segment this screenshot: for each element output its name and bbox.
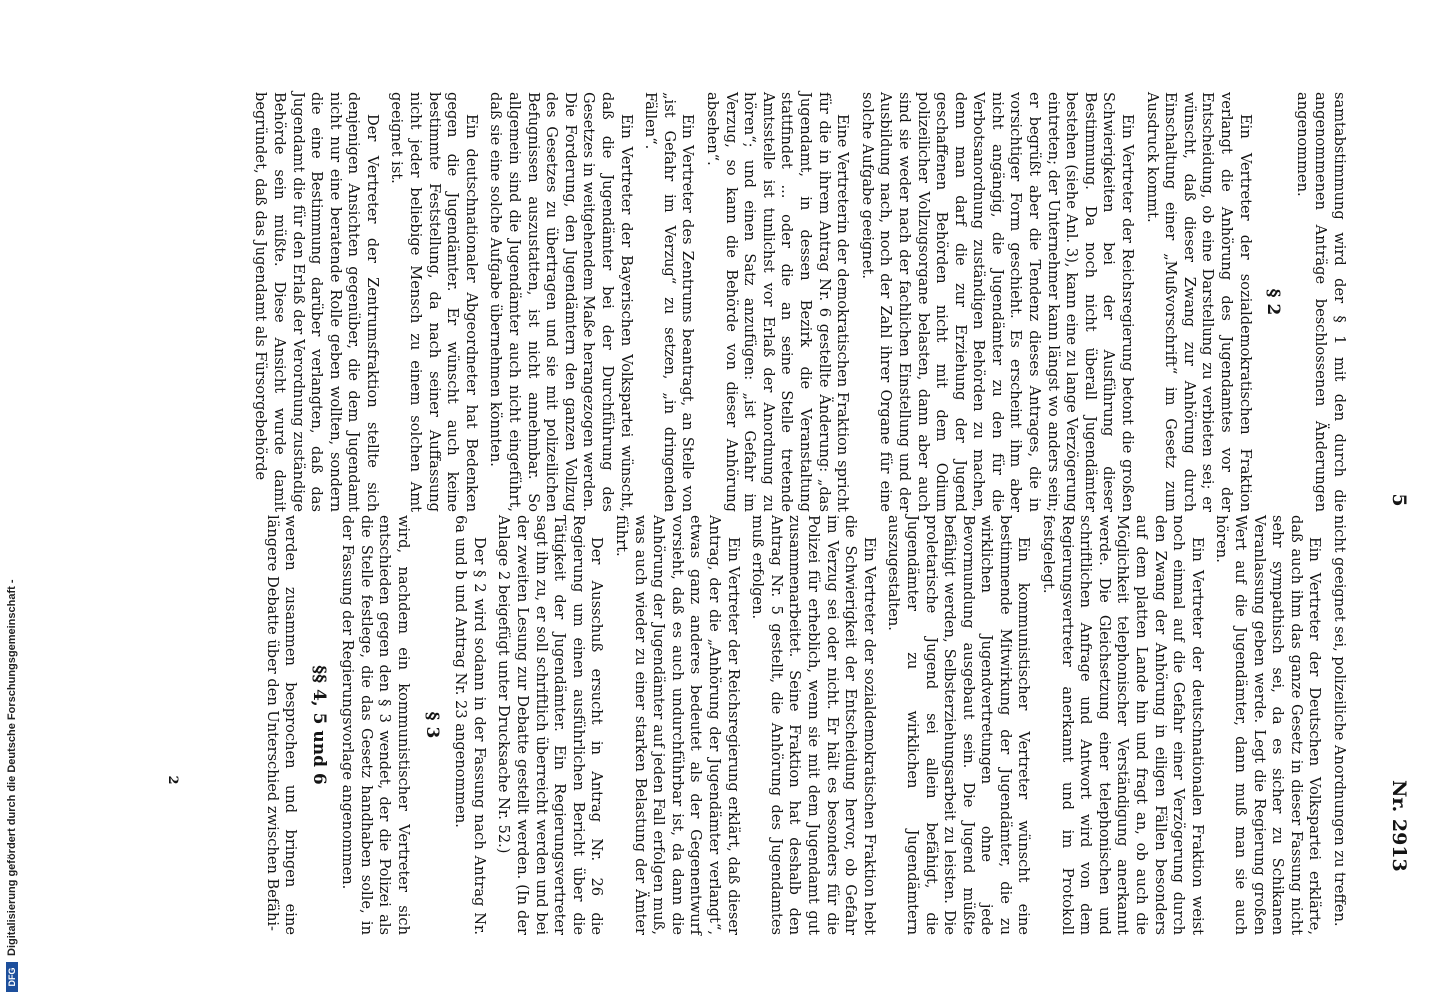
left-column [245, 92, 1348, 512]
credit-logo: DFG [6, 962, 18, 992]
paragraph: Der § 2 wird sodann in der Fassung nach Antrag Nr. 6a und b und Antrag Nr. 23 angenommen. [452, 515, 488, 935]
document-number: Nr. 2913 [1388, 780, 1410, 872]
right-column [256, 515, 1348, 935]
paragraph: Ein deutschnationaler Abgeordneter hat Bedenken gegen die Jugendämter. Er wünscht auch keine bestimmte Feststellung, da nach seiner Auffassung nicht jeder beliebige Mensch zu einem solchen Amt geeignet ist. [388, 92, 480, 512]
paragraph: nicht geeignet sei, polizeiliche Anordnungen zu treffen. [1331, 515, 1348, 927]
paragraph: Der Ausschuß ersucht in Antrag Nr. 26 die Regierung um einen ausführlichen Bericht über die Tätigkeit der Jugendämter. Ein Regierungsvertreter sagt ihn zu, er soll schriftlich überreicht werden und bei der zweiten Lesung zur Debatte gestellt werden. (In der Anlage 2 beigefügt unter Drucksache Nr. 52.) [495, 515, 606, 935]
section-heading: §§ 4, 5 und 6 [308, 665, 329, 785]
paragraph: Ein Vertreter der Deutschen Volkspartei erklärte, daß auch ihm das ganze Gesetz in dieser Fassung nicht sehr sympathisch sei, da es sicher zu Schikanen Veranlassung geben werde. Legt die Regierung großen Wert auf die Jugendämter, dann muß man sie auch hören. [1213, 515, 1324, 935]
paragraph: Der Vertreter der Zentrumsfraktion stellte sich denjenigen Ansichten gegenüber, die dem Jugendamt nicht nur eine beratende Rolle geben wollten, sondern die eine Bestimmung darüber verlangten, daß das Jugendamt die für den Erlaß der Verordnung zuständige Behörde sein müßte. Diese Ansicht wurde damit begründet, daß das Jugendamt als Fürsorgebehörde [252, 92, 381, 512]
paragraph: Ein Vertreter des Zentrums beantragt, an Stelle von „ist Gefahr im Verzug“ zu setzen, „in dringenden Fällen“. [642, 92, 697, 512]
paragraph: Ein Vertreter der Bayerischen Volkspartei wünscht, daß die Jugendämter bei der Durchführung des Gesetzes in weitgehendem Maße herangezogen werden. Die Forderung, den Jugendämtern den ganzen Vollzug des Gesetzes zu übertragen und sie mit polizeilichen Befugnissen auszustatten, ist nicht annehmbar. So allgemein sind die Jugendämter auch nicht eingeführt, daß sie eine solche Aufgabe übernehmen könnten. [487, 92, 635, 512]
digitization-credit [0, 0, 24, 1000]
paragraph: Ein kommunistischer Vertreter wünscht eine bestimmende Mitwirkung der Jugendämter, die zu wirklichen Jugendvertretungen ohne jede Bevormundung ausgebaut sein. Die Jugend müßte befähigt werden, Selbsterziehungsarbeit zu leisten. Die proletarische Jugend sei allein befähigt, die Jugendämter zu wirklichen Jugendämtern auszugestalten. [885, 515, 1033, 935]
paragraph: Ein Vertreter der sozialdemokratischen Fraktion hebt die Schwierigkeit der Entscheidung hervor, ob Gefahr im Verzug sei oder nicht. Er hält es besonders für die Polizei für erheblich, wenn sie mit dem Jugendamt gut zusammenarbeitet. Seine Fraktion hat deshalb den Antrag Nr. 5 gestellt, die Anhörung des Jugendamtes muß erfolgen. [749, 515, 878, 935]
section-heading: § 2 [1263, 288, 1284, 316]
section-heading: § 3 [421, 711, 442, 739]
paragraph: Ein Vertreter der Reichsregierung erklärt, daß dieser Antrag, der die „Anhörung der Jugendämter verlangt“, etwas ganz anderes bedeutet als der Gegenentwurf vorsieht, daß es auch undurchführbar ist, da dann die Anhörung der Jugendämter auf jeden Fall erfolgen muß, was auch wieder zu einer starken Belastung der Ämter führt. [613, 515, 742, 935]
paragraph: Ein Vertreter der Reichsregierung betont die großen Schwierigkeiten bei der Ausführung dieser Bestimmung. Da noch nicht überall Jugendämter bestehen (siehe Anl. 3), kann eine zu lange Verzögerung eintreten; der Unternehmer kann längst wo anders sein; er begrüßt aber die Tendenz dieses Antrages, die in vorsichtiger Form geschieht. Es erscheint ihm aber nicht angängig, die Jugendämter zu den für die Verbotsanordnung zuständigen Behörden zu machen, denn man darf die zur Erziehung der Jugend geschaffenen Behörden nicht mit dem Odium polizeilicher Vollzugsorgane belasten, dann aber auch sind sie weder nach der fachlichen Einstellung und der Ausbildung nach, noch der Zahl ihrer Organe für eine solche Aufgabe geeignet. [858, 92, 1137, 512]
paragraph: Ein Vertreter der sozialdemokratischen Fraktion verlangt die Anhörung des Jugendamtes vor der Entscheidung, ob eine Darstellung zu verbieten sei; er wünscht, daß dieser Zwang zur Anhörung durch Einschaltung einer „Mußvorschrift“ im Gesetz zum Ausdruck kommt. [1143, 92, 1254, 512]
page-number: 5 [1388, 493, 1410, 507]
credit-text: Digitalisierung gefördert durch die Deutsche Forschungsgemeinschaft - [6, 579, 18, 956]
paragraph: Eine Vertreterin der demokratischen Fraktion spricht für die in ihrem Antrag Nr. 6 gestellte Änderung: „das Jugendamt, in dessen Bezirk die Veranstaltung stattfindet ... oder die an seine Stelle tretende Amtsstelle ist tunlichst vor Erlaß der Anordnung zu hören“; und einen Satz anzufügen: „ist Gefahr im Verzug, so kann die Behörde von dieser Anhörung absehen“. [704, 92, 852, 512]
paragraph: samtabstimmung wird der § 1 mit den durch die angenommenen Anträge beschlossenen Änderungen angenommen. [1293, 92, 1348, 512]
paragraph: wird, nachdem ein kommunistischer Vertreter sich entschieden gegen den § 3 wendet, der die Polizei als die Stelle festlege, die das Gesetz handhaben solle, in der Fassung der Regierungsvorlage angenommen. [339, 515, 413, 935]
paragraph: Ein Vertreter der deutschnationalen Fraktion weist noch einmal auf die Gefahr einer Verzögerung durch den Zwang der Anhörung in eiligen Fällen besonders auf dem platten Lande hin und fragt an, ob auch die Möglichkeit telephonischer Verständigung anerkannt werde. Die Gleichsetzung einer telephonischen und schriftlichen Anfrage und Antwort wird von dem Regierungsvertreter anerkannt und im Protokoll festgelegt. [1040, 515, 1206, 935]
signature-mark: 2 [165, 775, 180, 785]
paragraph: werden zusammen besprochen und bringen eine längere Debatte über den Unterschied zwischen Befähi- [263, 515, 300, 935]
